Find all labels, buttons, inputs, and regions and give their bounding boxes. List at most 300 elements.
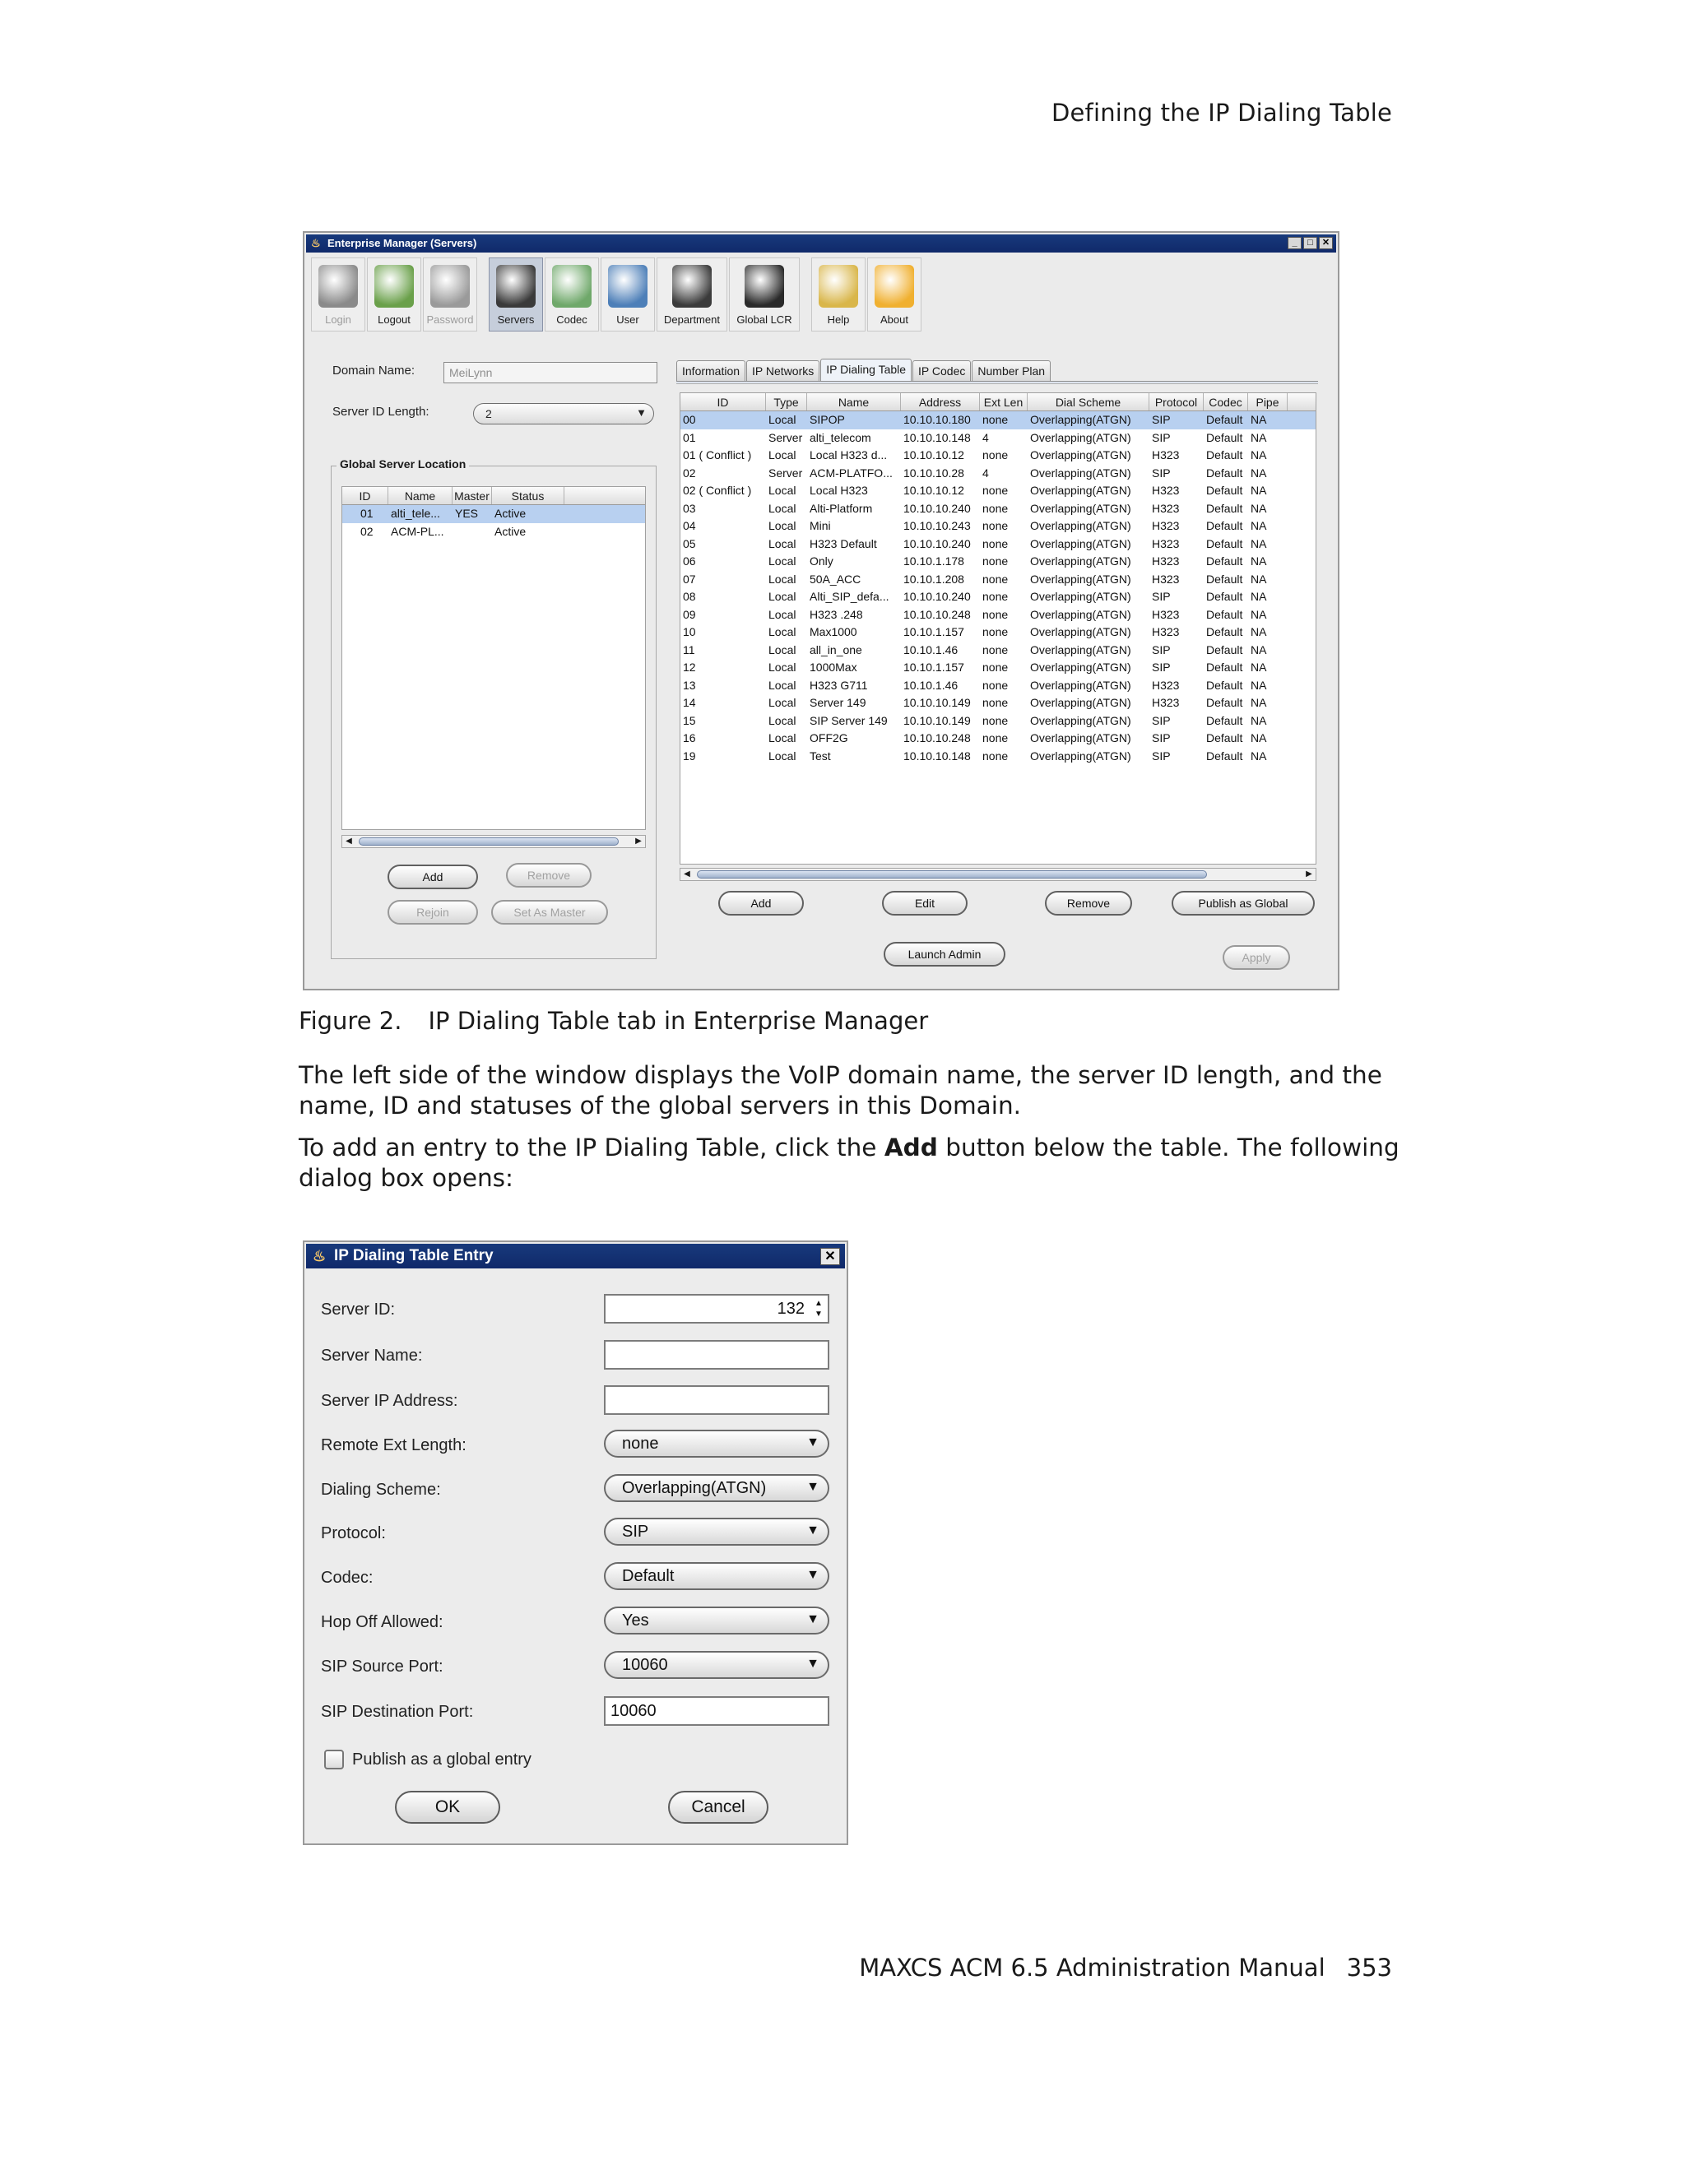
table-cell: Overlapping(ATGN): [1030, 413, 1131, 426]
protocol-value: SIP: [622, 1523, 649, 1541]
table-row[interactable]: [680, 482, 1316, 500]
scroll-right-icon[interactable]: ▶: [1306, 869, 1312, 879]
table-cell: Overlapping(ATGN): [1030, 678, 1131, 692]
dialing-scheme-combo[interactable]: [604, 1474, 829, 1502]
column-header[interactable]: Address: [901, 393, 980, 410]
table-cell: none: [982, 713, 1009, 727]
toolbar-separator: [801, 257, 810, 333]
paragraph-1: The left side of the window displays the VoIP domain name, the server ID length, and the name, ID and statuses of the global servers in this Domain.: [299, 1061, 1382, 1120]
table-cell: H323: [1152, 554, 1180, 568]
table-cell: none: [982, 536, 1009, 550]
window-controls: [1288, 237, 1333, 249]
table-cell: NA: [1251, 484, 1267, 497]
table-cell: 10.10.10.148: [903, 749, 971, 763]
table-cell: H323 G711: [810, 678, 868, 692]
sip-dest-field[interactable]: 10060: [604, 1696, 829, 1726]
table-cell: Overlapping(ATGN): [1030, 642, 1131, 656]
column-header[interactable]: Master: [453, 487, 492, 504]
table-cell: 10: [683, 625, 696, 638]
table-cell: H323: [1152, 484, 1180, 497]
table-cell: Default: [1206, 642, 1243, 656]
table-cell: Default: [1206, 448, 1243, 461]
table-cell: SIP: [1152, 713, 1171, 727]
table-row[interactable]: [680, 517, 1316, 536]
table-cell: H323: [1152, 501, 1180, 515]
table-cell: Server: [768, 466, 803, 480]
set-as-master-button[interactable]: Set As Master: [491, 900, 608, 925]
server-add-button[interactable]: Add: [388, 865, 478, 889]
table-cell: NA: [1251, 536, 1267, 550]
table-cell: Default: [1206, 554, 1243, 568]
publish-as-global-button[interactable]: Publish as Global: [1172, 891, 1315, 916]
table-cell: Local: [768, 642, 796, 656]
table-cell: ACM-PL...: [391, 524, 444, 538]
ip-table-body: [680, 411, 1316, 765]
table-cell: none: [982, 661, 1009, 674]
table-cell: 10.10.10.28: [903, 466, 964, 480]
table-cell: 10.10.1.157: [903, 625, 964, 638]
table-row[interactable]: [680, 411, 1316, 429]
global-server-location-group: [331, 457, 657, 959]
scroll-left-icon[interactable]: ◀: [346, 837, 352, 846]
column-header[interactable]: Name: [388, 487, 453, 504]
table-cell: Default: [1206, 572, 1243, 586]
dialing-scheme-label: Dialing Scheme:: [321, 1481, 441, 1499]
scroll-thumb[interactable]: [697, 870, 1207, 879]
table-cell: NA: [1251, 501, 1267, 515]
table-cell: none: [982, 448, 1009, 461]
column-header[interactable]: Name: [807, 393, 901, 410]
server-id-value: 132: [777, 1300, 805, 1318]
table-cell: 14: [683, 696, 696, 709]
table-row[interactable]: [342, 523, 645, 541]
table-cell: SIP Server 149: [810, 713, 888, 727]
table-row[interactable]: [342, 505, 645, 523]
table-cell: [453, 523, 492, 541]
dialog-titlebar: [306, 1244, 845, 1268]
table-cell: H323: [1152, 696, 1180, 709]
column-header[interactable]: Codec: [1204, 393, 1248, 410]
table-cell: H323: [1152, 572, 1180, 586]
toolbar-login-button[interactable]: [311, 257, 365, 332]
table-cell: 10.10.10.148: [903, 430, 971, 444]
servers-table[interactable]: [341, 486, 646, 830]
table-cell: SIPOP: [810, 413, 845, 426]
column-header[interactable]: Pipe: [1248, 393, 1288, 410]
page-number: 353: [1346, 1954, 1392, 1982]
em-titlebar: [306, 234, 1336, 253]
table-cell: 16: [683, 731, 696, 744]
table-cell: Overlapping(ATGN): [1030, 731, 1131, 744]
table-cell: NA: [1251, 554, 1267, 568]
table-cell: NA: [1251, 661, 1267, 674]
ip-add-button[interactable]: Add: [718, 891, 804, 916]
table-cell: Test: [810, 749, 831, 763]
cancel-button[interactable]: Cancel: [668, 1791, 768, 1824]
ip-table-hscrollbar[interactable]: [680, 868, 1316, 881]
sip-dest-label: SIP Destination Port:: [321, 1703, 474, 1721]
apply-button[interactable]: Apply: [1223, 945, 1290, 970]
table-cell: Overlapping(ATGN): [1030, 466, 1131, 480]
key-icon: [430, 265, 470, 308]
table-cell: Default: [1206, 536, 1243, 550]
toolbar-separator: [479, 257, 487, 333]
table-cell: Default: [1206, 731, 1243, 744]
toolbar-password-button[interactable]: [423, 257, 477, 332]
protocol-combo[interactable]: [604, 1518, 829, 1546]
table-cell: H323: [1152, 519, 1180, 532]
toolbar-help-button[interactable]: [811, 257, 866, 332]
table-row[interactable]: [680, 624, 1316, 642]
codec-combo[interactable]: [604, 1562, 829, 1590]
table-cell: NA: [1251, 572, 1267, 586]
table-cell: 10.10.10.240: [903, 536, 971, 550]
toolbar-label: Servers: [497, 313, 535, 326]
table-cell: Overlapping(ATGN): [1030, 484, 1131, 497]
column-header[interactable]: ID: [680, 393, 766, 410]
paragraph-2-after: button below the table. The following dialog box opens:: [299, 1134, 1400, 1192]
enterprise-manager-window: [303, 231, 1339, 990]
remote-ext-combo[interactable]: [604, 1430, 829, 1458]
em-tabs: [676, 360, 1051, 381]
tab-information[interactable]: Information: [676, 360, 745, 381]
maximize-icon[interactable]: □: [1303, 237, 1317, 249]
table-cell: Local: [768, 554, 796, 568]
table-cell: Default: [1206, 749, 1243, 763]
table-cell: Local: [768, 413, 796, 426]
table-cell: Overlapping(ATGN): [1030, 554, 1131, 568]
table-cell: NA: [1251, 430, 1267, 444]
table-cell: Local: [768, 696, 796, 709]
table-cell: Local H323 d...: [810, 448, 888, 461]
ip-edit-button[interactable]: Edit: [882, 891, 968, 916]
table-cell: Local: [768, 484, 796, 497]
table-cell: SIP: [1152, 466, 1171, 480]
domain-name-field[interactable]: MeiLynn: [443, 362, 657, 383]
table-row[interactable]: [680, 500, 1316, 518]
table-row[interactable]: [680, 694, 1316, 712]
em-toolbar: [311, 257, 921, 333]
chevron-down-icon: ▼: [806, 1480, 819, 1494]
toolbar-label: Department: [664, 313, 720, 326]
table-cell: NA: [1251, 519, 1267, 532]
table-cell: 50A_ACC: [810, 572, 861, 586]
toolbar-user-button[interactable]: [601, 257, 655, 332]
table-cell: 10.10.10.240: [903, 590, 971, 603]
protocol-label: Protocol:: [321, 1524, 386, 1542]
table-cell: NA: [1251, 678, 1267, 692]
toolbar-label: Codec: [556, 313, 587, 326]
table-cell: Overlapping(ATGN): [1030, 536, 1131, 550]
table-cell: Alti-Platform: [810, 501, 873, 515]
table-cell: NA: [1251, 749, 1267, 763]
table-cell: Server: [768, 430, 803, 444]
tab-number-plan[interactable]: Number Plan: [972, 360, 1051, 381]
server-name-field[interactable]: [604, 1340, 829, 1370]
table-cell: Default: [1206, 590, 1243, 603]
tab-ip-codec[interactable]: IP Codec: [912, 360, 971, 381]
table-cell: 10.10.1.46: [903, 678, 959, 692]
table-row[interactable]: [680, 712, 1316, 730]
table-cell: Local: [768, 625, 796, 638]
table-cell: Default: [1206, 625, 1243, 638]
table-cell: 10.10.1.208: [903, 572, 964, 586]
table-cell: 19: [683, 749, 696, 763]
codec-label: Codec:: [321, 1569, 374, 1587]
servers-table-body: [342, 505, 645, 540]
table-cell: H323 .248: [810, 607, 863, 621]
table-cell: 10.10.10.12: [903, 484, 964, 497]
toolbar-global-lcr-button[interactable]: [729, 257, 800, 332]
paragraph-2: [299, 1133, 1401, 1194]
table-cell: Overlapping(ATGN): [1030, 590, 1131, 603]
table-cell: SIP: [1152, 749, 1171, 763]
table-cell: Overlapping(ATGN): [1030, 572, 1131, 586]
table-row[interactable]: [680, 429, 1316, 447]
table-cell: 10.10.10.243: [903, 519, 971, 532]
column-header[interactable]: ID: [342, 487, 388, 504]
chevron-down-icon: ▼: [806, 1523, 819, 1537]
table-row[interactable]: [680, 536, 1316, 554]
table-cell: 10.10.10.248: [903, 607, 971, 621]
column-header[interactable]: Type: [766, 393, 807, 410]
table-cell: Default: [1206, 678, 1243, 692]
table-cell: Default: [1206, 661, 1243, 674]
table-cell: Overlapping(ATGN): [1030, 448, 1131, 461]
table-cell: Active: [494, 524, 527, 538]
table-cell: 05: [683, 536, 696, 550]
toolbar-about-button[interactable]: [867, 257, 921, 332]
table-cell: SIP: [1152, 590, 1171, 603]
table-cell: 10.10.1.157: [903, 661, 964, 674]
help-icon: [819, 265, 858, 308]
table-cell: 07: [683, 572, 696, 586]
java-cup-icon: ♨: [313, 1248, 327, 1264]
table-cell: all_in_one: [810, 642, 862, 656]
toolbar-department-button[interactable]: [657, 257, 727, 332]
table-cell: none: [982, 696, 1009, 709]
table-cell: none: [982, 678, 1009, 692]
table-cell: Local: [768, 519, 796, 532]
table-cell: 02: [360, 524, 374, 538]
table-row[interactable]: [680, 553, 1316, 571]
running-header: Defining the IP Dialing Table: [1051, 99, 1392, 127]
table-cell: SIP: [1152, 661, 1171, 674]
table-cell: Overlapping(ATGN): [1030, 625, 1131, 638]
table-cell: none: [982, 625, 1009, 638]
table-cell: 11: [683, 642, 695, 656]
table-cell: Overlapping(ATGN): [1030, 661, 1131, 674]
department-icon: [672, 265, 712, 308]
table-cell: 01: [683, 430, 696, 444]
server-remove-button[interactable]: Remove: [506, 863, 592, 888]
table-cell: Local: [768, 678, 796, 692]
table-cell: Local: [768, 749, 796, 763]
table-cell: 01 ( Conflict ): [683, 448, 752, 461]
tab-ip-dialing-table[interactable]: IP Dialing Table: [820, 359, 912, 381]
column-header[interactable]: Protocol: [1149, 393, 1204, 410]
table-cell: Local: [768, 661, 796, 674]
publish-global-checkbox[interactable]: [324, 1750, 344, 1769]
table-cell: none: [982, 519, 1009, 532]
table-cell: 10.10.10.248: [903, 731, 971, 744]
hop-off-combo[interactable]: [604, 1607, 829, 1635]
toolbar-label: Logout: [378, 313, 411, 326]
chevron-down-icon: ▼: [806, 1568, 819, 1582]
toolbar-servers-button[interactable]: [489, 257, 543, 332]
table-cell: none: [982, 749, 1009, 763]
table-cell: none: [982, 501, 1009, 515]
close-icon[interactable]: ✕: [820, 1248, 840, 1265]
hop-off-value: Yes: [622, 1611, 649, 1630]
table-cell: NA: [1251, 466, 1267, 480]
table-cell: 10.10.1.46: [903, 642, 959, 656]
table-cell: Server 149: [810, 696, 866, 709]
table-row[interactable]: [680, 571, 1316, 589]
figure-caption: [299, 1007, 928, 1035]
table-cell: YES: [455, 507, 479, 520]
server-id-length-value: 2: [485, 407, 492, 420]
rejoin-button[interactable]: Rejoin: [388, 900, 478, 925]
table-cell: Default: [1206, 430, 1243, 444]
close-icon[interactable]: ✕: [1319, 237, 1333, 249]
table-cell: 10.10.1.178: [903, 554, 964, 568]
table-cell: 1000Max: [810, 661, 857, 674]
toolbar-logout-button[interactable]: [367, 257, 421, 332]
column-header[interactable]: Ext Len: [980, 393, 1028, 410]
column-header[interactable]: Status: [492, 487, 564, 504]
server-id-length-label: Server ID Length:: [332, 405, 429, 419]
router-icon: [745, 265, 784, 308]
table-cell: Default: [1206, 484, 1243, 497]
table-row[interactable]: [680, 659, 1316, 677]
user-icon: [608, 265, 648, 308]
table-row[interactable]: [680, 606, 1316, 624]
table-cell: Default: [1206, 466, 1243, 480]
minimize-icon[interactable]: _: [1288, 237, 1302, 249]
add-emphasis: Add: [884, 1134, 938, 1162]
table-cell: none: [982, 642, 1009, 656]
logout-icon: [374, 265, 414, 308]
table-cell: H323: [1152, 678, 1180, 692]
table-cell: none: [982, 484, 1009, 497]
column-header[interactable]: Dial Scheme: [1028, 393, 1149, 410]
table-cell: Overlapping(ATGN): [1030, 696, 1131, 709]
table-cell: Overlapping(ATGN): [1030, 501, 1131, 515]
figure-label: Figure 2.: [299, 1007, 402, 1035]
ip-remove-button[interactable]: Remove: [1045, 891, 1132, 916]
table-cell: 10.10.10.240: [903, 501, 971, 515]
table-row[interactable]: [680, 465, 1316, 483]
server-name-label: Server Name:: [321, 1347, 423, 1365]
table-cell: NA: [1251, 731, 1267, 744]
toolbar-codec-button[interactable]: [545, 257, 599, 332]
table-cell: Default: [1206, 607, 1243, 621]
server-id-label: Server ID:: [321, 1301, 396, 1319]
table-cell: 06: [683, 554, 696, 568]
table-cell: Overlapping(ATGN): [1030, 430, 1131, 444]
toolbar-label: Login: [325, 313, 351, 326]
chevron-down-icon: ▼: [806, 1657, 819, 1671]
table-cell: Default: [1206, 696, 1243, 709]
table-cell: Alti_SIP_defa...: [810, 590, 889, 603]
remote-ext-value: none: [622, 1435, 659, 1453]
about-icon: [875, 265, 914, 308]
table-cell: 12: [683, 661, 696, 674]
domain-name-label: Domain Name:: [332, 364, 415, 378]
sip-source-combo[interactable]: [604, 1651, 829, 1679]
tab-ip-networks[interactable]: IP Networks: [746, 360, 819, 381]
servers-hscrollbar[interactable]: [341, 835, 646, 848]
table-cell: 10.10.10.12: [903, 448, 964, 461]
hop-off-label: Hop Off Allowed:: [321, 1613, 443, 1631]
toolbar-label: Help: [827, 313, 850, 326]
table-cell: SIP: [1152, 642, 1171, 656]
ip-dialing-entry-dialog: [303, 1240, 848, 1845]
table-cell: 01: [360, 507, 374, 520]
table-cell: NA: [1251, 413, 1267, 426]
table-cell: none: [982, 607, 1009, 621]
toolbar-label: Password: [426, 313, 474, 326]
table-cell: H323: [1152, 607, 1180, 621]
server-id-length-combo[interactable]: [473, 403, 654, 424]
table-cell: none: [982, 554, 1009, 568]
table-cell: Local: [768, 731, 796, 744]
table-cell: 08: [683, 590, 696, 603]
table-cell: 10.10.10.149: [903, 696, 971, 709]
table-row[interactable]: [680, 642, 1316, 660]
toolbar-label: About: [880, 313, 908, 326]
scroll-left-icon[interactable]: ◀: [684, 869, 690, 879]
table-cell: Default: [1206, 713, 1243, 727]
table-cell: NA: [1251, 642, 1267, 656]
table-row[interactable]: [680, 447, 1316, 465]
scroll-thumb[interactable]: [359, 837, 619, 846]
table-cell: Local: [768, 713, 796, 727]
tab-underline: [676, 381, 1318, 384]
table-row[interactable]: [680, 730, 1316, 748]
table-row[interactable]: [680, 677, 1316, 695]
table-cell: Default: [1206, 501, 1243, 515]
em-title: Enterprise Manager (Servers): [327, 237, 477, 249]
table-row[interactable]: [680, 748, 1316, 766]
server-id-spinner[interactable]: [604, 1294, 829, 1324]
table-cell: H323: [1152, 448, 1180, 461]
server-ip-label: Server IP Address:: [321, 1392, 458, 1410]
launch-admin-button[interactable]: Launch Admin: [884, 942, 1005, 967]
table-cell: NA: [1251, 696, 1267, 709]
table-cell: 15: [683, 713, 696, 727]
figure-caption-text: IP Dialing Table tab in Enterprise Manager: [428, 1007, 929, 1035]
publish-global-label: Publish as a global entry: [352, 1750, 531, 1769]
codec-icon: [552, 265, 592, 308]
spinner-arrows-icon[interactable]: ▲ ▼: [815, 1299, 823, 1319]
scroll-right-icon[interactable]: ▶: [635, 837, 642, 846]
ok-button[interactable]: OK: [395, 1791, 500, 1824]
table-cell: H323: [1152, 625, 1180, 638]
table-cell: 03: [683, 501, 696, 515]
table-cell: Default: [1206, 413, 1243, 426]
sip-source-value: 10060: [622, 1656, 668, 1674]
table-cell: Active: [494, 507, 527, 520]
ip-dialing-table[interactable]: [680, 392, 1316, 865]
table-cell: 13: [683, 678, 696, 692]
table-row[interactable]: [680, 588, 1316, 606]
table-cell: Local: [768, 448, 796, 461]
table-cell: alti_tele...: [391, 507, 440, 520]
table-cell: 02 ( Conflict ): [683, 484, 752, 497]
server-ip-field[interactable]: [604, 1385, 829, 1415]
